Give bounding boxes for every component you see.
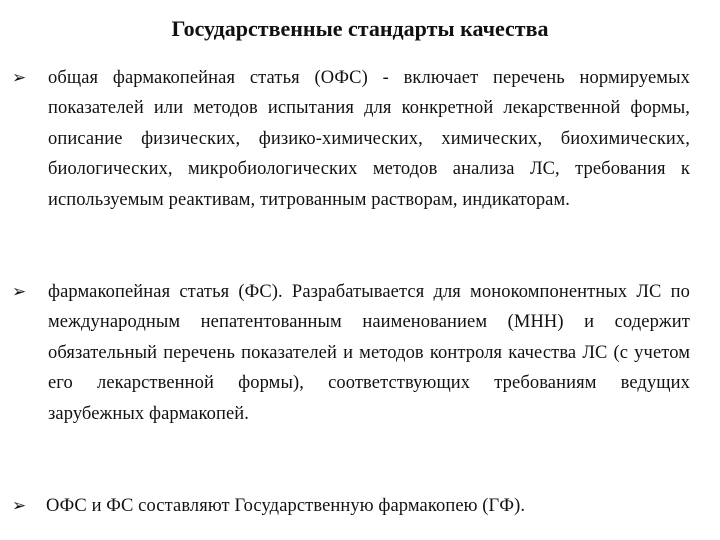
arrow-bullet-icon: ➢ — [12, 496, 27, 516]
arrow-bullet-icon: ➢ — [12, 282, 27, 302]
bullet-text: ОФС и ФС составляют Государственную фармакопею (ГФ). — [46, 496, 526, 516]
bullet-text: общая фармакопейная статья (ОФС) - включает перечень нормируемых показателей или методов испытания для конкретной лекарственной формы, описание физических, физико-химических, химических, биохимических, биологических, микробиологических методов анализа ЛС, требования к используемым реактивам, титрованным растворам, индикаторам. — [48, 68, 690, 210]
bullet-text: фармакопейная статья (ФС). Разрабатывается для монокомпонентных ЛС по международным непатентованным наименованием (МНН) и содержит обязательный перечень показателей и методов контроля качества ЛС (с учетом его лекарственной формы), соответствующих требованиям ведущих зарубежных фармакопей. — [48, 282, 690, 424]
arrow-bullet-icon: ➢ — [12, 68, 27, 88]
page-title: Государственные стандарты качества — [171, 16, 549, 41]
